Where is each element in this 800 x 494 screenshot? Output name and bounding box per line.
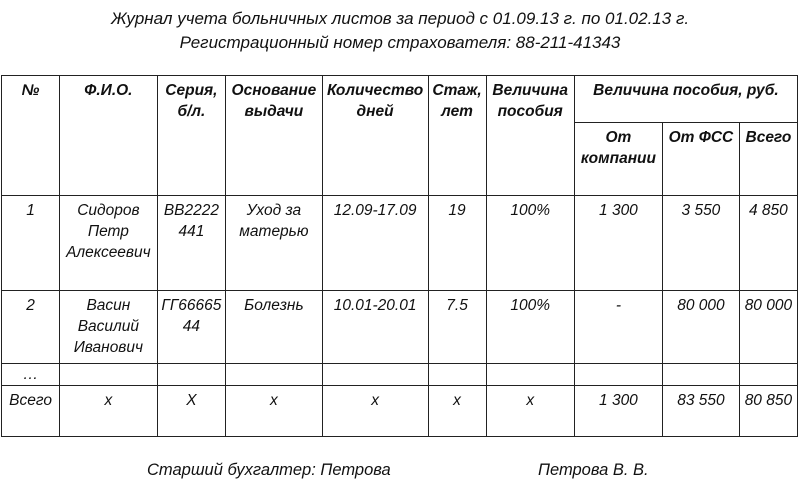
cell-days — [322, 364, 428, 386]
cell-reason: Уход за матерью — [226, 196, 323, 291]
cell-from-fss — [663, 364, 740, 386]
cell-from-fss: 83 550 — [663, 386, 740, 437]
col-header-num: № — [2, 76, 60, 196]
cell-days: x — [322, 386, 428, 437]
cell-experience: 7.5 — [428, 291, 486, 364]
cell-series: ВВ2222441 — [157, 196, 225, 291]
cell-fio: Сидоров Петр Алексеевич — [60, 196, 158, 291]
cell-num: 2 — [2, 291, 60, 364]
col-header-from-fss: От ФСС — [663, 123, 740, 196]
signature-name: Петрова В. В. — [538, 461, 649, 479]
cell-reason — [226, 364, 323, 386]
cell-from-fss: 80 000 — [663, 291, 740, 364]
col-header-reason: Основание выдачи — [226, 76, 323, 196]
cell-experience — [428, 364, 486, 386]
senior-accountant-label: Старший бухгалтер: Петрова — [147, 461, 391, 479]
col-header-fio: Ф.И.О. — [60, 76, 158, 196]
cell-from-company: 1 300 — [574, 386, 662, 437]
cell-fio: Васин Василий Иванович — [60, 291, 158, 364]
table-row — [2, 364, 798, 386]
cell-experience: x — [428, 386, 486, 437]
cell-days: 10.01-20.01 — [322, 291, 428, 364]
cell-num: … — [2, 364, 60, 386]
cell-total — [739, 364, 797, 386]
col-header-series: Серия, б/л. — [157, 76, 225, 196]
col-header-benefit-rub: Величина пособия, руб. — [574, 76, 797, 123]
col-header-experience: Стаж, лет — [428, 76, 486, 196]
sick-leave-journal-table — [1, 75, 798, 437]
cell-num: 1 — [2, 196, 60, 291]
cell-series: ГГ6666544 — [157, 291, 225, 364]
cell-total: 80 000 — [739, 291, 797, 364]
cell-from-company: 1 300 — [574, 196, 662, 291]
cell-reason: x — [226, 386, 323, 437]
col-header-total: Всего — [739, 123, 797, 196]
cell-from-company: - — [574, 291, 662, 364]
insurer-registration-number: Регистрационный номер страхователя: 88-211-41343 — [179, 33, 621, 52]
table-total-row — [2, 386, 798, 437]
cell-total: 80 850 — [739, 386, 797, 437]
col-header-from-company: От компании — [574, 123, 662, 196]
cell-series — [157, 364, 225, 386]
table-header-row — [2, 76, 798, 123]
cell-from-company — [574, 364, 662, 386]
cell-benefit-size: 100% — [486, 291, 574, 364]
journal-title: Журнал учета больничных листов за период с 01.09.13 г. по 01.02.13 г. — [110, 9, 690, 28]
cell-total: 4 850 — [739, 196, 797, 291]
cell-experience: 19 — [428, 196, 486, 291]
col-header-benefit-size: Величина пособия — [486, 76, 574, 196]
cell-series: X — [157, 386, 225, 437]
table-row — [2, 196, 798, 291]
col-header-days: Количество дней — [322, 76, 428, 196]
cell-benefit-size: x — [486, 386, 574, 437]
cell-fio — [60, 364, 158, 386]
cell-reason: Болезнь — [226, 291, 323, 364]
cell-days: 12.09-17.09 — [322, 196, 428, 291]
cell-benefit-size — [486, 364, 574, 386]
cell-num: Всего — [2, 386, 60, 437]
cell-fio: x — [60, 386, 158, 437]
cell-benefit-size: 100% — [486, 196, 574, 291]
table-row — [2, 291, 798, 364]
cell-from-fss: 3 550 — [663, 196, 740, 291]
